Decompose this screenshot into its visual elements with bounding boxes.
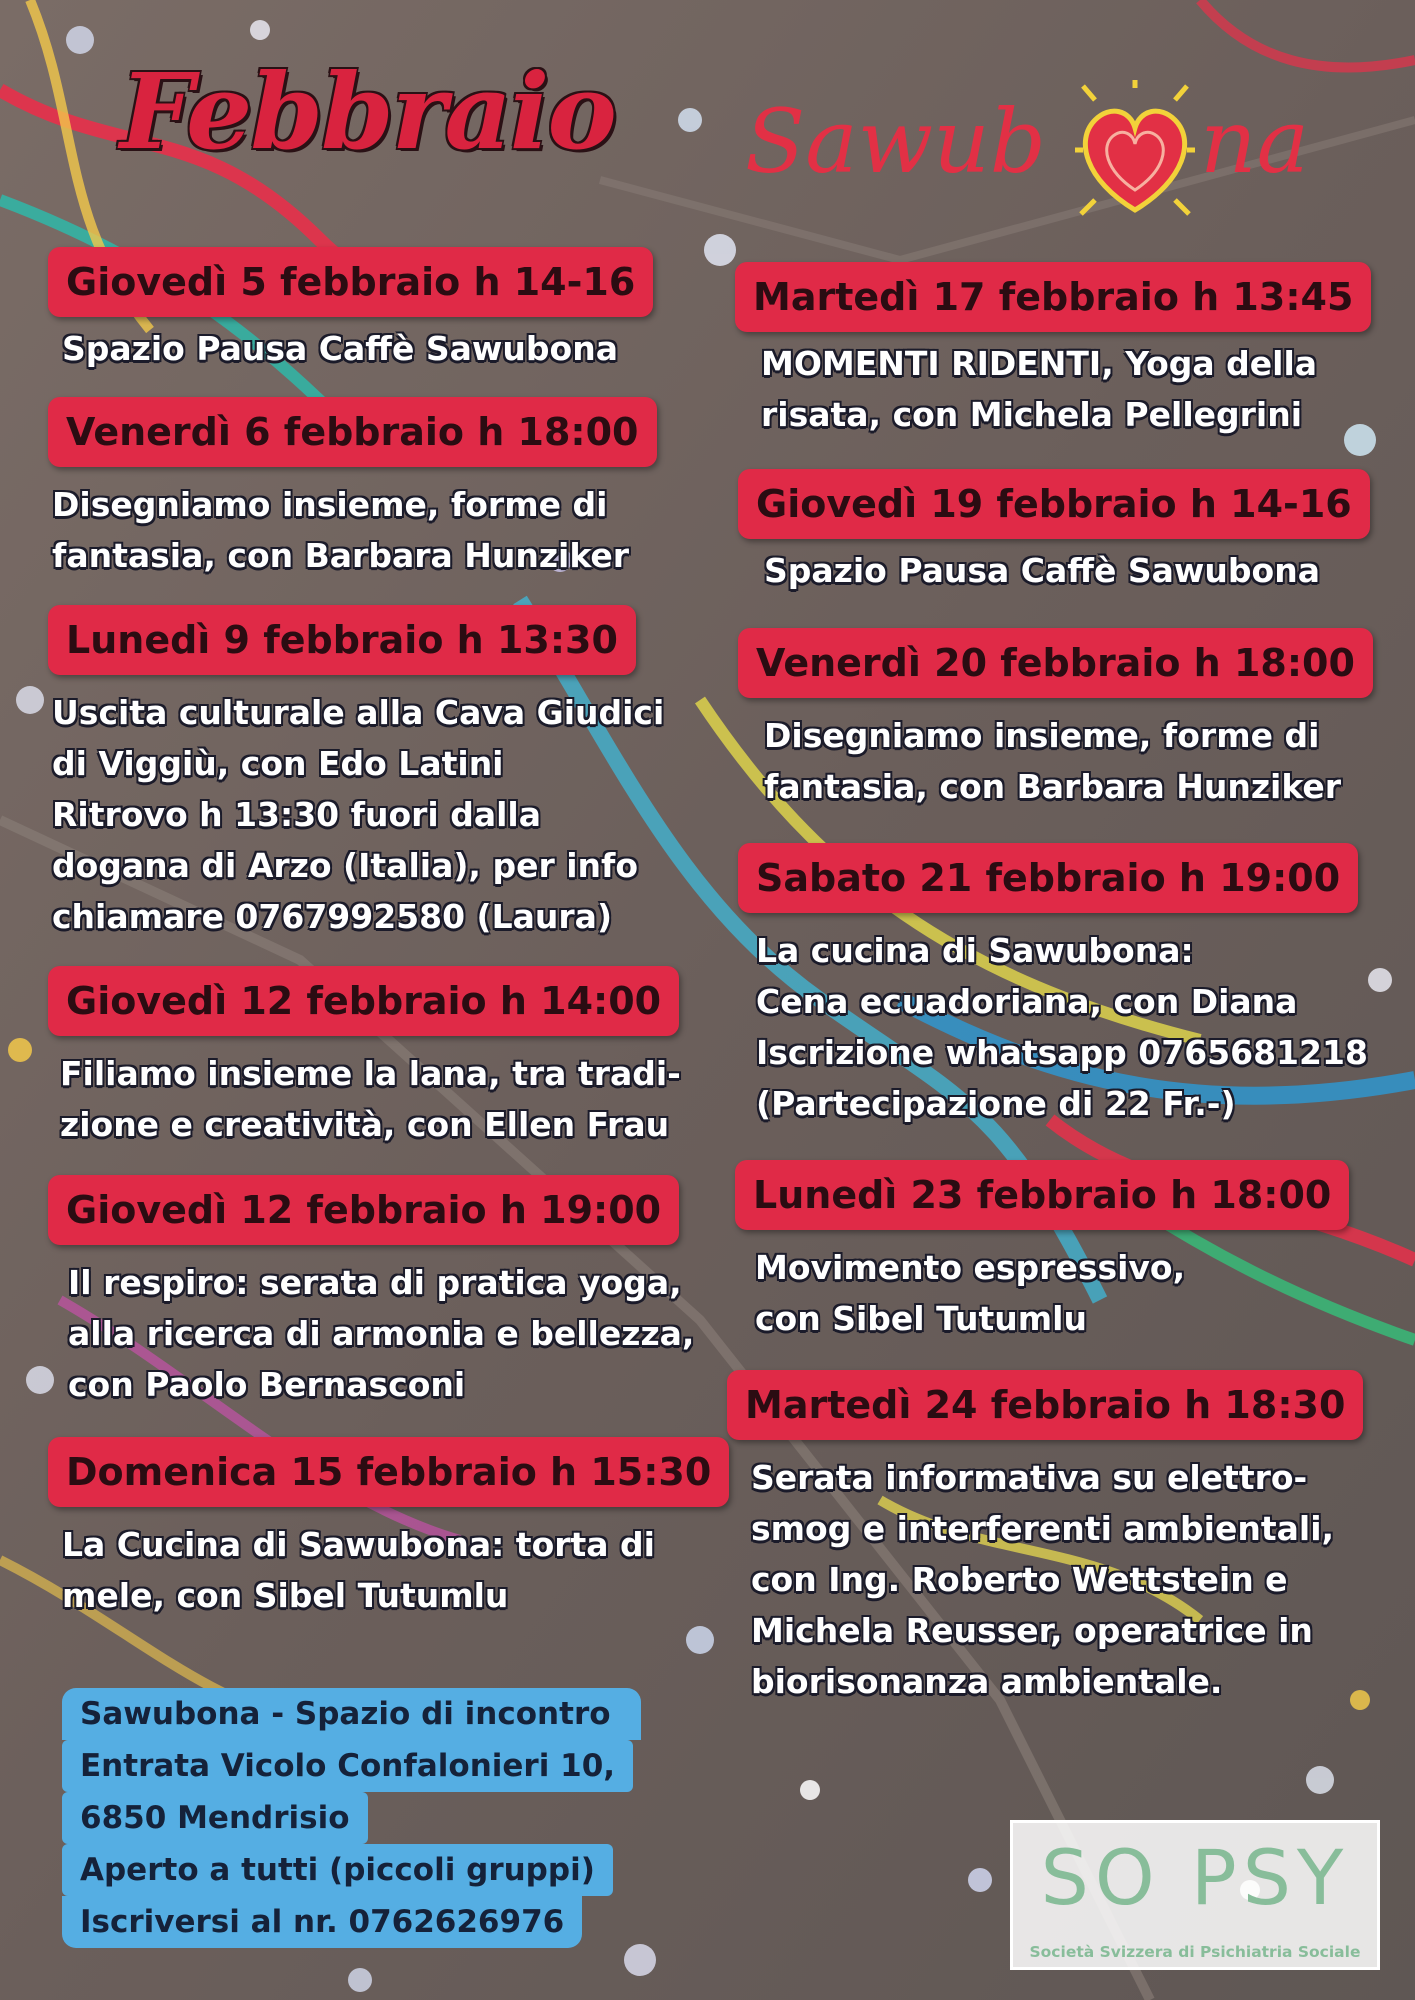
event-left-4 (48, 966, 681, 1150)
sopsy-logo (1010, 1820, 1380, 1970)
event-left-6 (48, 1437, 729, 1621)
logo-text-end: na (1200, 90, 1310, 193)
event-description: Spazio Pausa Caffè Sawubona (764, 551, 1320, 590)
event-left-3 (48, 605, 664, 942)
event-right-1 (735, 262, 1371, 440)
sawubona-logo (745, 80, 1335, 240)
heart-sun-icon (1075, 80, 1195, 230)
event-description: MOMENTI RIDENTI, Yoga della risata, con Michela Pellegrini (761, 344, 1318, 434)
logo-text-start: Sawub (745, 90, 1047, 193)
event-date: Lunedì 9 febbraio h 13:30 (48, 605, 636, 675)
event-description: Serata informativa su elettro- smog e interferenti ambientali, con Ing. Roberto Wettstein e Michela Reusser, operatrice in biorisonanza ambientale. (751, 1458, 1335, 1701)
event-right-3 (738, 628, 1373, 812)
event-date: Martedì 24 febbraio h 18:30 (727, 1370, 1363, 1440)
event-left-5 (48, 1175, 694, 1410)
venue-info (62, 1688, 616, 1948)
event-date: Venerdì 6 febbraio h 18:00 (48, 397, 657, 467)
event-date: Martedì 17 febbraio h 13:45 (735, 262, 1371, 332)
event-right-2 (738, 469, 1370, 596)
event-date: Giovedì 5 febbraio h 14-16 (48, 247, 653, 317)
event-date: Giovedì 12 febbraio h 14:00 (48, 966, 679, 1036)
event-date: Giovedì 19 febbraio h 14-16 (738, 469, 1370, 539)
event-right-5 (735, 1160, 1349, 1344)
sopsy-subtitle: Società Svizzera di Psichiatria Sociale (1029, 1943, 1361, 1961)
venue-name: Sawubona - Spazio di incontro (62, 1688, 641, 1740)
event-description: La Cucina di Sawubona: torta di mele, con Sibel Tutumlu (62, 1525, 655, 1615)
event-description: Disegniamo insieme, forme di fantasia, con Barbara Hunziker (52, 485, 630, 575)
event-right-4 (738, 843, 1368, 1129)
event-description: Il respiro: serata di pratica yoga, alla ricerca di armonia e bellezza, con Paolo Bernasconi (68, 1263, 695, 1404)
venue-city: 6850 Mendrisio (62, 1792, 368, 1844)
event-left-2 (48, 397, 657, 581)
event-date: Venerdì 20 febbraio h 18:00 (738, 628, 1373, 698)
sopsy-mark: SO PSY (1040, 1833, 1350, 1922)
month-title: Febbraio (120, 50, 615, 173)
event-date: Domenica 15 febbraio h 15:30 (48, 1437, 729, 1507)
event-date: Sabato 21 febbraio h 19:00 (738, 843, 1358, 913)
event-description: Filiamo insieme la lana, tra tradi- zione e creatività, con Ellen Frau (60, 1054, 681, 1144)
event-description: Uscita culturale alla Cava Giudici di Viggiù, con Edo Latini Ritrovo h 13:30 fuori dalla dogana di Arzo (Italia), per info chiamare 0767992580 (Laura) (52, 693, 665, 936)
event-left-1 (48, 247, 653, 374)
event-date: Lunedì 23 febbraio h 18:00 (735, 1160, 1349, 1230)
event-description: Movimento espressivo, con Sibel Tutumlu (755, 1248, 1186, 1338)
venue-phone: Iscriversi al nr. 0762626976 (62, 1896, 582, 1948)
event-description: La cucina di Sawubona: Cena ecuadoriana, con Diana Iscrizione whatsapp 0765681218 (Partecipazione di 22 Fr.-) (756, 931, 1368, 1123)
event-right-6 (727, 1370, 1363, 1707)
venue-address: Entrata Vicolo Confalonieri 10, (62, 1740, 633, 1792)
event-date: Giovedì 12 febbraio h 19:00 (48, 1175, 679, 1245)
venue-access: Aperto a tutti (piccoli gruppi) (62, 1844, 613, 1896)
event-description: Spazio Pausa Caffè Sawubona (62, 329, 618, 368)
event-description: Disegniamo insieme, forme di fantasia, con Barbara Hunziker (764, 716, 1342, 806)
